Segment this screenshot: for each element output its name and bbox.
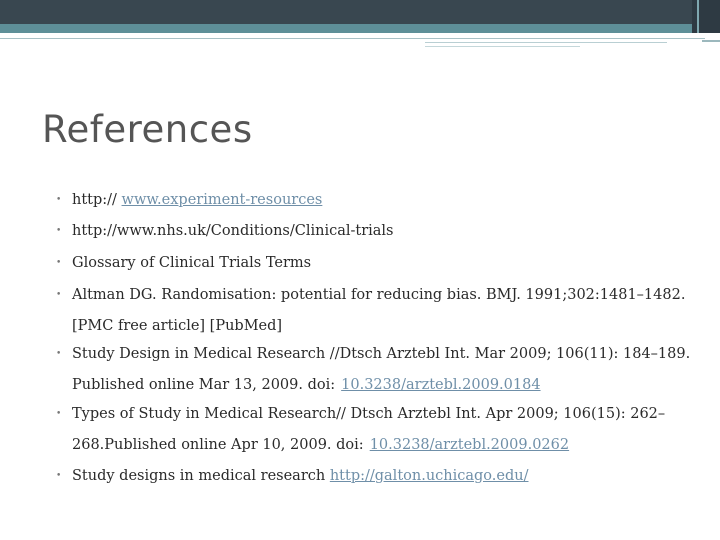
decor-rule <box>0 38 705 39</box>
bullet-icon: • <box>56 290 62 300</box>
header-band <box>0 24 720 33</box>
list-item <box>56 339 696 401</box>
reference-text: Types of Study in Medical Research// Dtsch Arztebl Int. Apr 2009; 106(15): 262– <box>72 406 666 422</box>
reference-text: http:// <box>72 192 122 208</box>
decor-rule <box>425 46 580 47</box>
list-item <box>56 461 696 492</box>
header-corner-divider <box>697 0 699 33</box>
reference-link[interactable]: www.experiment-resources <box>121 192 323 208</box>
doi-link[interactable]: 10.3238/arztebl.2009.0184 <box>341 377 541 393</box>
list-item <box>56 280 696 342</box>
decor-rule <box>425 42 667 43</box>
bullet-icon: • <box>56 195 62 205</box>
reference-text: 268.Published online Apr 10, 2009. doi: <box>72 437 364 453</box>
reference-text: Study designs in medical research <box>72 468 330 484</box>
bullet-icon: • <box>56 258 62 268</box>
doi-link[interactable]: 10.3238/arztebl.2009.0262 <box>369 437 570 453</box>
reference-link[interactable]: http://galton.uchicago.edu/ <box>329 468 529 484</box>
list-item <box>56 399 696 461</box>
reference-text: Published online Mar 13, 2009. doi: <box>72 377 336 393</box>
bullet-icon: • <box>56 226 62 236</box>
reference-text: [PMC free article] [PubMed] <box>72 318 283 334</box>
reference-text: Glossary of Clinical Trials Terms <box>72 255 312 271</box>
list-item <box>56 216 696 247</box>
decor-rule <box>702 40 720 42</box>
slide-title: References <box>42 108 253 151</box>
header-bar <box>0 0 720 24</box>
bullet-icon: • <box>56 349 62 359</box>
list-item <box>56 248 696 279</box>
reference-text: Altman DG. Randomisation: potential for reducing bias. BMJ. 1991;302:1481–1482. <box>72 287 686 303</box>
bullet-icon: • <box>56 409 62 419</box>
list-item <box>56 185 696 216</box>
reference-text: http://www.nhs.uk/Conditions/Clinical-trials <box>72 223 394 239</box>
bullet-icon: • <box>56 471 62 481</box>
reference-text: Study Design in Medical Research //Dtsch Arztebl Int. Mar 2009; 106(11): 184–189. <box>72 346 691 362</box>
